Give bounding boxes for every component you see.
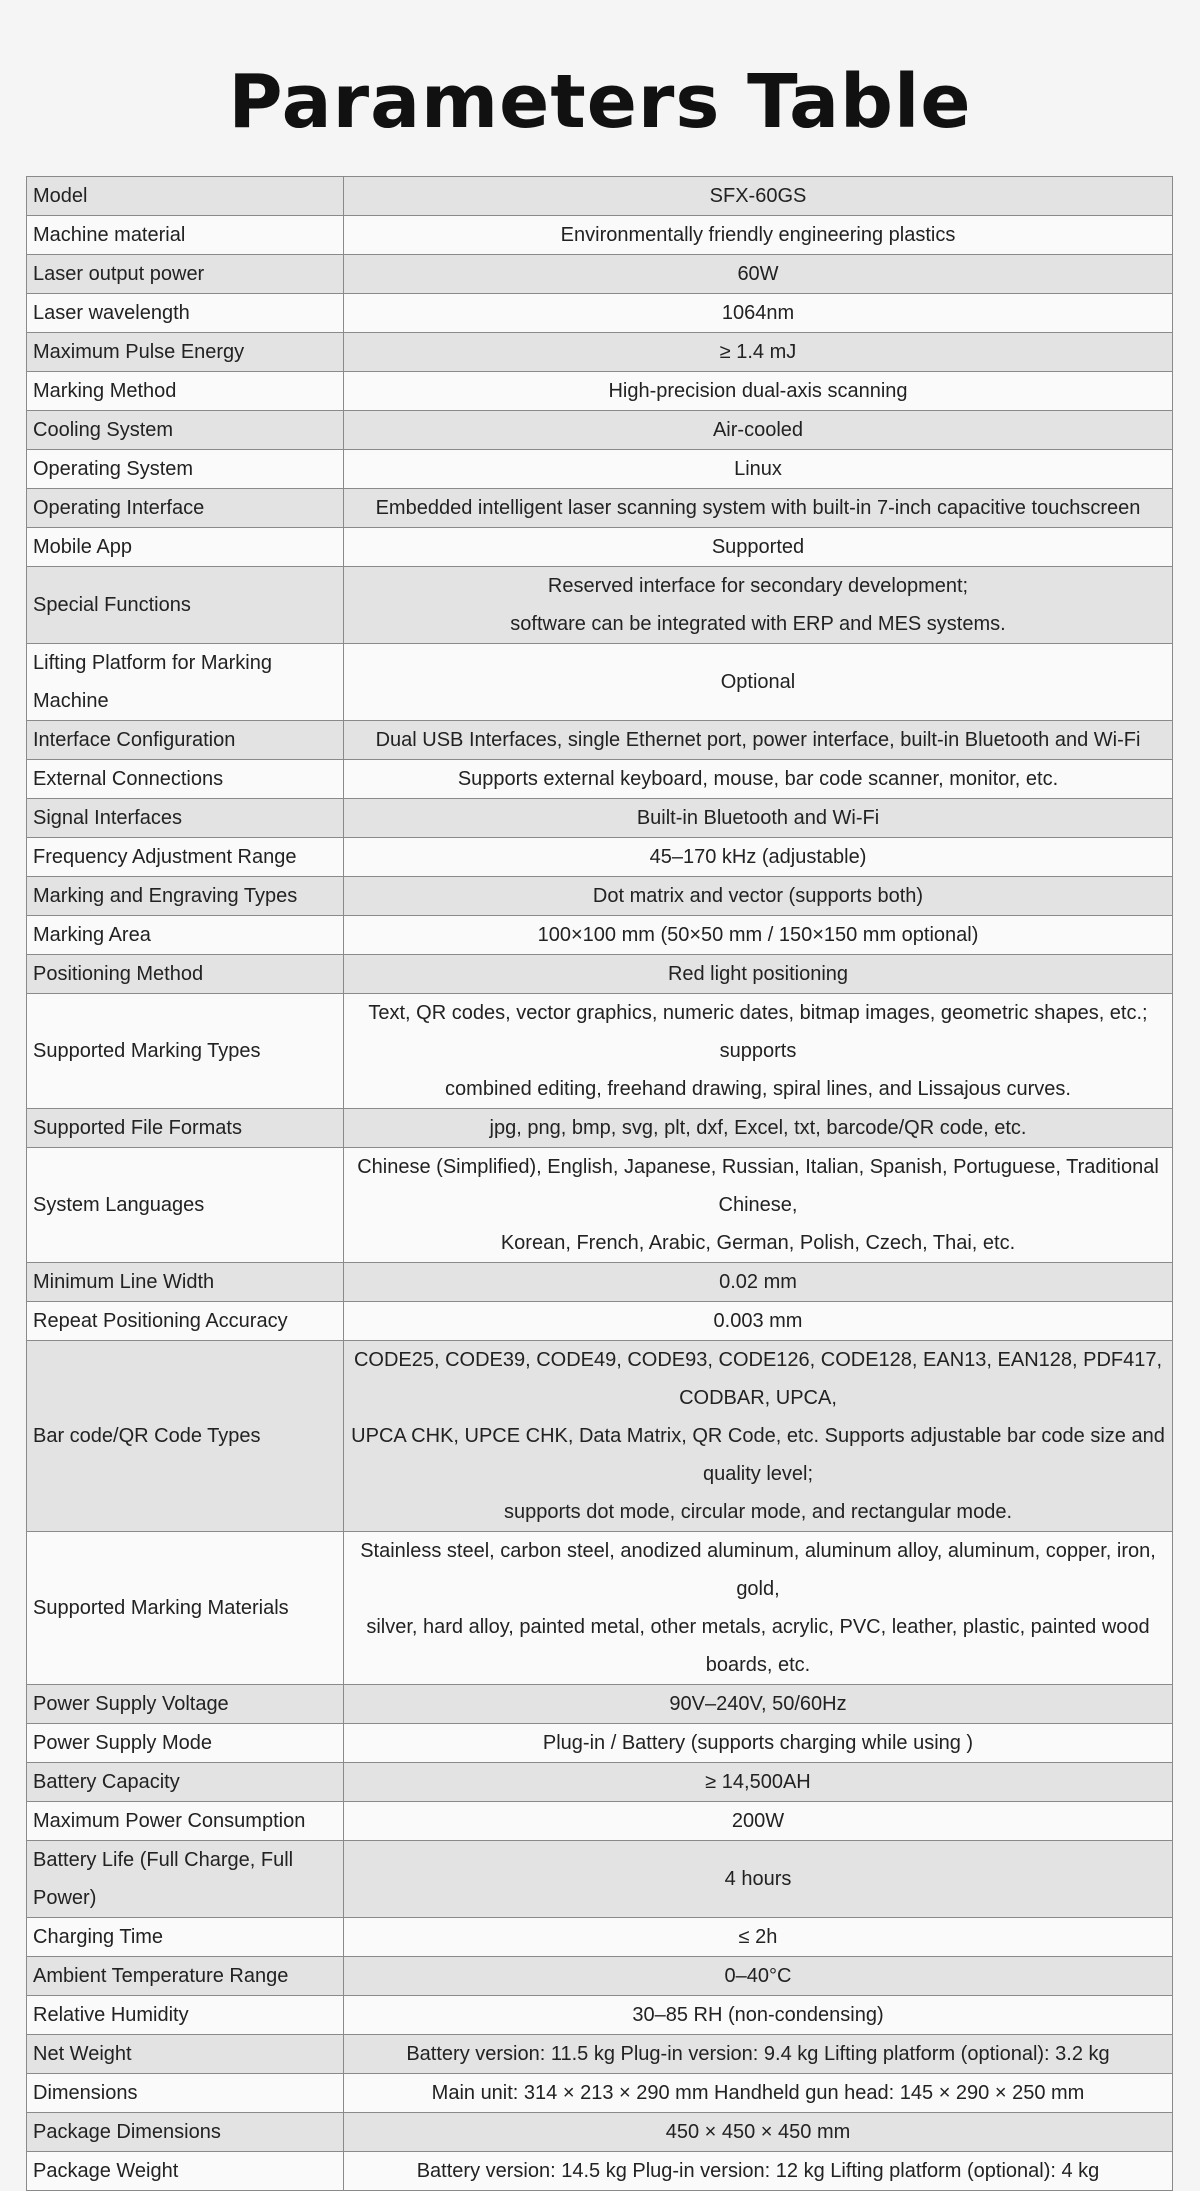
param-label: Maximum Power Consumption <box>27 1802 344 1841</box>
table-row <box>27 216 1173 255</box>
table-row <box>27 1302 1173 1341</box>
table-row <box>27 2035 1173 2074</box>
param-label: Supported Marking Types <box>27 994 344 1109</box>
table-row <box>27 411 1173 450</box>
param-value: Reserved interface for secondary development; software can be integrated with ERP and MES systems. <box>344 567 1173 644</box>
param-value: 45–170 kHz (adjustable) <box>344 838 1173 877</box>
param-label: Mobile App <box>27 528 344 567</box>
table-row <box>27 760 1173 799</box>
param-label: Model <box>27 177 344 216</box>
table-row <box>27 450 1173 489</box>
param-label: Battery Capacity <box>27 1763 344 1802</box>
param-label: Interface Configuration <box>27 721 344 760</box>
param-value: Battery version: 11.5 kg Plug-in version: 9.4 kg Lifting platform (optional): 3.2 kg <box>344 2035 1173 2074</box>
table-row <box>27 799 1173 838</box>
param-label: Lifting Platform for Marking Machine <box>27 644 344 721</box>
table-row <box>27 644 1173 721</box>
param-label: Power Supply Voltage <box>27 1685 344 1724</box>
table-row <box>27 255 1173 294</box>
table-row <box>27 1996 1173 2035</box>
param-label: Charging Time <box>27 1918 344 1957</box>
param-label: Repeat Positioning Accuracy <box>27 1302 344 1341</box>
table-row <box>27 1763 1173 1802</box>
param-value: Main unit: 314 × 213 × 290 mm Handheld gun head: 145 × 290 × 250 mm <box>344 2074 1173 2113</box>
param-value: Supports external keyboard, mouse, bar code scanner, monitor, etc. <box>344 760 1173 799</box>
table-row <box>27 2074 1173 2113</box>
param-value: High-precision dual-axis scanning <box>344 372 1173 411</box>
param-value: Air-cooled <box>344 411 1173 450</box>
param-value: 60W <box>344 255 1173 294</box>
param-value: Dual USB Interfaces, single Ethernet port, power interface, built-in Bluetooth and Wi-Fi <box>344 721 1173 760</box>
param-value: Red light positioning <box>344 955 1173 994</box>
table-row <box>27 877 1173 916</box>
table-row <box>27 489 1173 528</box>
table-row <box>27 1341 1173 1532</box>
param-label: Maximum Pulse Energy <box>27 333 344 372</box>
table-row <box>27 721 1173 760</box>
param-value: Linux <box>344 450 1173 489</box>
param-label: Marking Area <box>27 916 344 955</box>
param-value: 4 hours <box>344 1841 1173 1918</box>
param-label: System Languages <box>27 1148 344 1263</box>
param-value: 0–40°C <box>344 1957 1173 1996</box>
param-value: Built-in Bluetooth and Wi-Fi <box>344 799 1173 838</box>
table-row <box>27 1841 1173 1918</box>
page-title: Parameters Table <box>228 59 972 145</box>
param-value: CODE25, CODE39, CODE49, CODE93, CODE126, CODE128, EAN13, EAN128, PDF417, CODBAR, UPCA, UPCA CHK, UPCE CHK, Data Matrix, QR Code, etc. Supports adjustable bar code size and quality level; supports dot mode, circular mode, and rectangular mode. <box>344 1341 1173 1532</box>
param-value: 0.003 mm <box>344 1302 1173 1341</box>
param-value: 450 × 450 × 450 mm <box>344 2113 1173 2152</box>
param-label: Special Functions <box>27 567 344 644</box>
param-value: Battery version: 14.5 kg Plug-in version: 12 kg Lifting platform (optional): 4 kg <box>344 2152 1173 2191</box>
param-value: ≤ 2h <box>344 1918 1173 1957</box>
table-row <box>27 177 1173 216</box>
table-row <box>27 333 1173 372</box>
table-row <box>27 916 1173 955</box>
table-row <box>27 994 1173 1109</box>
table-row <box>27 294 1173 333</box>
param-label: Signal Interfaces <box>27 799 344 838</box>
param-value: jpg, png, bmp, svg, plt, dxf, Excel, txt, barcode/QR code, etc. <box>344 1109 1173 1148</box>
param-label: Package Weight <box>27 2152 344 2191</box>
param-label: Positioning Method <box>27 955 344 994</box>
param-value: Supported <box>344 528 1173 567</box>
param-value: 90V–240V, 50/60Hz <box>344 1685 1173 1724</box>
table-row <box>27 1724 1173 1763</box>
param-value: 30–85 RH (non-condensing) <box>344 1996 1173 2035</box>
param-value: Optional <box>344 644 1173 721</box>
param-value: Text, QR codes, vector graphics, numeric dates, bitmap images, geometric shapes, etc.; supports combined editing, freehand drawing, spiral lines, and Lissajous curves. <box>344 994 1173 1109</box>
param-label: Machine material <box>27 216 344 255</box>
param-value: Plug-in / Battery (supports charging while using ) <box>344 1724 1173 1763</box>
param-label: External Connections <box>27 760 344 799</box>
param-value: Dot matrix and vector (supports both) <box>344 877 1173 916</box>
table-row <box>27 1957 1173 1996</box>
param-label: Marking Method <box>27 372 344 411</box>
param-label: Operating System <box>27 450 344 489</box>
param-label: Dimensions <box>27 2074 344 2113</box>
parameters-table-body <box>27 177 1173 2191</box>
table-row <box>27 1802 1173 1841</box>
param-label: Frequency Adjustment Range <box>27 838 344 877</box>
param-value: 200W <box>344 1802 1173 1841</box>
param-label: Bar code/QR Code Types <box>27 1341 344 1532</box>
table-row <box>27 1148 1173 1263</box>
table-row <box>27 1532 1173 1685</box>
param-label: Net Weight <box>27 2035 344 2074</box>
param-label: Supported File Formats <box>27 1109 344 1148</box>
param-value: Stainless steel, carbon steel, anodized aluminum, aluminum alloy, aluminum, copper, iron, gold, silver, hard alloy, painted metal, other metals, acrylic, PVC, leather, plastic, painted wood boards, etc. <box>344 1532 1173 1685</box>
param-label: Battery Life (Full Charge, Full Power) <box>27 1841 344 1918</box>
param-value: Embedded intelligent laser scanning system with built-in 7-inch capacitive touchscreen <box>344 489 1173 528</box>
param-value: ≥ 1.4 mJ <box>344 333 1173 372</box>
table-row <box>27 1918 1173 1957</box>
param-value: 100×100 mm (50×50 mm / 150×150 mm optional) <box>344 916 1173 955</box>
table-row <box>27 528 1173 567</box>
param-label: Operating Interface <box>27 489 344 528</box>
param-label: Laser wavelength <box>27 294 344 333</box>
param-label: Power Supply Mode <box>27 1724 344 1763</box>
param-value: Environmentally friendly engineering plastics <box>344 216 1173 255</box>
param-value: ≥ 14,500AH <box>344 1763 1173 1802</box>
table-row <box>27 372 1173 411</box>
table-row <box>27 2152 1173 2191</box>
param-label: Laser output power <box>27 255 344 294</box>
table-row <box>27 2113 1173 2152</box>
parameters-table <box>26 176 1173 2191</box>
param-label: Ambient Temperature Range <box>27 1957 344 1996</box>
param-value: 0.02 mm <box>344 1263 1173 1302</box>
param-label: Cooling System <box>27 411 344 450</box>
table-row <box>27 955 1173 994</box>
param-label: Relative Humidity <box>27 1996 344 2035</box>
table-row <box>27 567 1173 644</box>
param-value: Chinese (Simplified), English, Japanese, Russian, Italian, Spanish, Portuguese, Traditional Chinese, Korean, French, Arabic, German, Polish, Czech, Thai, etc. <box>344 1148 1173 1263</box>
table-row <box>27 1109 1173 1148</box>
param-value: 1064nm <box>344 294 1173 333</box>
param-label: Minimum Line Width <box>27 1263 344 1302</box>
table-row <box>27 1263 1173 1302</box>
param-label: Supported Marking Materials <box>27 1532 344 1685</box>
table-row <box>27 1685 1173 1724</box>
param-label: Package Dimensions <box>27 2113 344 2152</box>
param-value: SFX-60GS <box>344 177 1173 216</box>
table-row <box>27 838 1173 877</box>
param-label: Marking and Engraving Types <box>27 877 344 916</box>
